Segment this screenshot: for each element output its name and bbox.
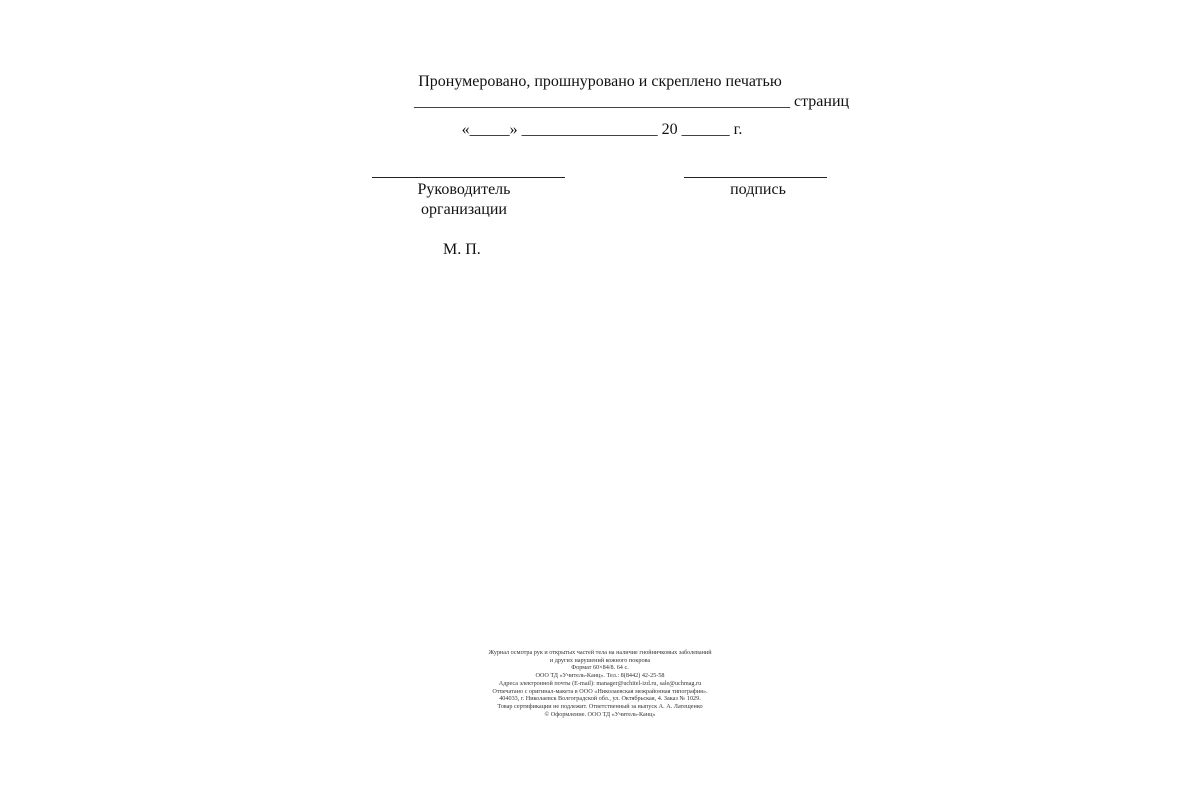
signature-line bbox=[684, 177, 827, 178]
head-of-organization-caption: Руководитель организации bbox=[417, 181, 511, 218]
imprint-line: Адреса электронной почты (E-mail): manager@uchitel-izd.ru, sale@uchmag.ru bbox=[498, 679, 702, 687]
imprint-line: Товар сертификации не подлежит. Ответственный за выпуск А. А. Латещенко bbox=[497, 702, 703, 710]
date-line: «_____» _________________ 20 ______ г. bbox=[461, 121, 743, 138]
page-count-label: страниц bbox=[794, 93, 850, 110]
imprint-line: Журнал осмотра рук и открытых частей тела на наличие гнойничковых заболеваний bbox=[488, 649, 712, 656]
stamp-place-label: М. П. bbox=[443, 241, 481, 258]
certification-heading: Пронумеровано, прошнуровано и скреплено печатью bbox=[418, 73, 782, 90]
page-count-line bbox=[414, 93, 849, 111]
publisher-imprint bbox=[0, 649, 1200, 718]
imprint-line: и других нарушений кожного покрова bbox=[549, 656, 651, 664]
head-signature-line bbox=[372, 177, 565, 178]
signature-caption: подпись bbox=[730, 181, 786, 198]
imprint-line: ООО ТД «Учитель-Канц». Тел.: 8(8442) 42-25-58 bbox=[535, 672, 665, 680]
page-count-blank: _______________________________________________ bbox=[414, 93, 790, 110]
imprint-line: Отпечатано с оригинал-макета в ООО «Николаевская межрайонная типография». bbox=[492, 687, 708, 695]
imprint-line: © Оформление. ООО ТД «Учитель-Канц» bbox=[544, 710, 656, 718]
imprint-line: 404033, г. Николаевск Волгоградской обл., ул. Октябрьская, 4. Заказ № 1029. bbox=[499, 695, 701, 703]
imprint-line: Формат 60×84/8. 64 с. bbox=[571, 664, 629, 672]
